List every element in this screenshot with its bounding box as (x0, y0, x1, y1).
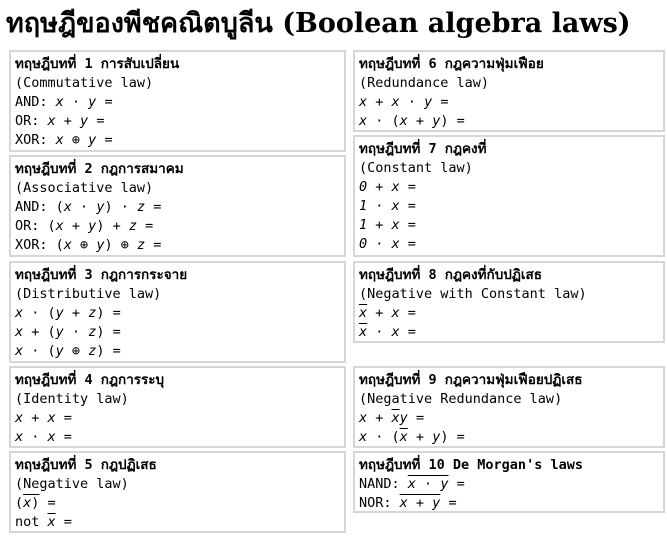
page-title: ทฤษฎีของพีชคณิตบูลีน (Boolean algebra laws) (6, 8, 631, 39)
math-symbol: = (399, 179, 416, 195)
math-symbol: + (367, 410, 392, 426)
math-symbol: ) + (96, 218, 129, 234)
law-expression (15, 112, 344, 131)
math-symbol: ( (15, 495, 24, 511)
math-variable: x (15, 324, 24, 340)
math-variable: x (391, 94, 400, 110)
math-symbol: · (63, 94, 89, 110)
math-symbol: + (367, 217, 392, 233)
law-heading: ทฤษฎีบทที่ 9 กฎความฟุ่มเฟือยปฏิเสธ (359, 372, 583, 388)
law-box-commutative (9, 50, 346, 152)
law-box-identity (9, 366, 346, 448)
law-box-negative-constant (353, 261, 665, 343)
math-variable: z (128, 218, 137, 234)
law-expression (15, 304, 344, 323)
math-symbol: ⊕ (63, 132, 89, 148)
law-expression (15, 494, 344, 513)
math-variable: x (15, 343, 24, 359)
math-variable: x (391, 324, 400, 340)
math-variable: x (63, 237, 72, 253)
law-expression (15, 198, 344, 217)
math-variable: x (47, 429, 56, 445)
math-variable: y (96, 237, 105, 253)
law-heading: ทฤษฎีบทที่ 6 กฎความฟุ่มเฟือย (359, 56, 544, 72)
law-expression (15, 342, 344, 361)
math-variable: x (391, 217, 400, 233)
math-variable: x (359, 113, 368, 129)
math-symbol: ) = (96, 305, 121, 321)
law-expression (359, 409, 663, 428)
math-symbol: + (407, 429, 433, 445)
math-symbol: = (96, 132, 113, 148)
math-variable: z (136, 199, 146, 215)
math-symbol: + (63, 218, 89, 234)
math-symbol: + (407, 113, 433, 129)
math-variable: z (88, 324, 97, 340)
math-symbol: · (367, 324, 392, 340)
math-variable: $\overline{x}$ (23, 495, 32, 511)
law-expression (15, 409, 344, 428)
math-symbol: · ( (367, 429, 400, 445)
law-heading: ทฤษฎีบทที่ 10 De Morgan's laws (359, 457, 583, 473)
math-symbol: · (415, 476, 441, 492)
math-symbol: · ( (367, 113, 400, 129)
math-symbol: = (448, 476, 465, 492)
math-variable: $\overline{x}$ (399, 429, 408, 445)
law-expression (15, 428, 344, 447)
math-variable: x (15, 305, 24, 321)
math-variable: x (55, 94, 64, 110)
math-variable: x (47, 410, 56, 426)
math-symbol: + (367, 94, 392, 110)
math-variable: z (136, 237, 146, 253)
math-variable: 1 (359, 217, 368, 233)
math-variable: z (88, 305, 97, 321)
law-expression (359, 323, 663, 342)
law-expression (359, 475, 663, 494)
math-symbol: · (71, 199, 97, 215)
law-expression (359, 178, 663, 197)
math-symbol: = (432, 94, 449, 110)
math-symbol: = (145, 199, 162, 215)
math-variable: x (399, 113, 408, 129)
math-symbol: · (399, 94, 425, 110)
math-variable: y (88, 132, 97, 148)
law-expression (359, 304, 663, 323)
math-symbol: + (407, 495, 433, 511)
math-symbol: = (39, 495, 56, 511)
law-box-distributive (9, 261, 346, 363)
math-variable: y (88, 218, 97, 234)
law-subtitle: (Identity law) (15, 391, 129, 407)
math-symbol: ) = (96, 343, 121, 359)
math-symbol: = (55, 429, 72, 445)
math-variable: 0 (359, 179, 368, 195)
math-symbol: ⊕ (71, 237, 97, 253)
math-symbol: = (145, 237, 162, 253)
math-symbol: ) = (440, 429, 465, 445)
math-variable: x (359, 94, 368, 110)
math-symbol: ) · (104, 199, 137, 215)
law-heading: ทฤษฎีบทที่ 8 กฎคงที่กับปฏิเสธ (359, 267, 543, 283)
math-symbol: NAND: (359, 476, 408, 492)
law-box-constant (353, 135, 665, 257)
law-box-associative (9, 155, 346, 257)
law-heading: ทฤษฎีบทที่ 1 การสับเปลี่ยน (15, 56, 180, 72)
law-expression (359, 216, 663, 235)
law-expression (15, 131, 344, 150)
law-expression (15, 217, 344, 236)
law-box-negative (9, 451, 346, 533)
math-variable: z (88, 343, 97, 359)
math-symbol: = (55, 410, 72, 426)
math-symbol: ) ⊕ (104, 237, 137, 253)
law-box-negative-redundance (353, 366, 665, 448)
math-symbol: + (23, 410, 48, 426)
math-symbol: = (399, 305, 416, 321)
math-variable: y (55, 324, 64, 340)
math-variable: $\overline{y}$ (432, 495, 441, 511)
math-symbol: + (367, 179, 392, 195)
math-symbol: · ( (23, 343, 56, 359)
law-expression (15, 513, 344, 532)
law-heading: ทฤษฎีบทที่ 2 กฎการสมาคม (15, 161, 184, 177)
math-symbol: · (63, 324, 89, 340)
math-symbol: AND: (15, 94, 56, 110)
math-variable: $\overline{x}$ (399, 495, 408, 511)
math-variable: x (55, 132, 64, 148)
math-symbol: = (96, 94, 113, 110)
math-variable: $\overline{x}$ (407, 476, 416, 492)
law-subtitle: (Redundance law) (359, 75, 490, 91)
math-symbol: not (15, 514, 48, 530)
math-variable: x (15, 410, 24, 426)
math-symbol: ) = (440, 113, 465, 129)
math-symbol: = (407, 410, 425, 426)
law-subtitle: (Negative law) (15, 476, 129, 492)
math-symbol: · (367, 198, 392, 214)
math-variable: x (359, 429, 368, 445)
law-heading: ทฤษฎีบทที่ 3 กฎการกระจาย (15, 267, 188, 283)
math-symbol: + (55, 113, 81, 129)
math-symbol: OR: (15, 113, 48, 129)
math-symbol: · (23, 429, 48, 445)
law-expression (15, 236, 344, 255)
math-symbol: OR: ( (15, 218, 56, 234)
math-variable: $\overline{x}$ (391, 410, 400, 426)
math-variable: $\overline{x}$ (359, 305, 368, 321)
law-expression (15, 93, 344, 112)
math-symbol: · (367, 236, 392, 252)
law-heading: ทฤษฎีบทที่ 7 กฎคงที่ (359, 141, 487, 157)
law-subtitle: (Negative Redundance law) (359, 391, 563, 407)
math-variable: y (399, 410, 408, 426)
math-symbol: = (440, 495, 457, 511)
math-symbol: = (399, 217, 416, 233)
law-box-de-morgan (353, 451, 665, 513)
law-expression (359, 93, 663, 112)
math-variable: y (432, 429, 441, 445)
law-heading: ทฤษฎีบทที่ 5 กฎปฏิเสธ (15, 457, 157, 473)
law-expression (359, 494, 663, 513)
math-variable: 0 (359, 236, 368, 252)
math-variable: x (391, 179, 400, 195)
law-subtitle: (Negative with Constant law) (359, 286, 587, 302)
math-symbol: = (399, 198, 416, 214)
math-symbol: XOR: (15, 132, 56, 148)
math-variable: y (424, 94, 433, 110)
math-variable: y (96, 199, 105, 215)
math-symbol: AND: ( (15, 199, 64, 215)
math-symbol: = (136, 218, 154, 234)
math-variable: y (432, 113, 441, 129)
math-symbol: = (399, 324, 416, 340)
math-variable: $\overline{x}$ (359, 324, 368, 340)
math-symbol: = (55, 514, 72, 530)
math-symbol: + ( (23, 324, 56, 340)
math-symbol: = (399, 236, 416, 252)
law-expression (359, 428, 663, 447)
law-box-redundance (353, 50, 665, 132)
math-symbol: + (367, 305, 392, 321)
law-expression (359, 112, 663, 131)
law-heading: ทฤษฎีบทที่ 4 กฎการระบุ (15, 372, 165, 388)
math-variable: y (55, 305, 64, 321)
law-expression (359, 197, 663, 216)
math-variable: x (391, 198, 400, 214)
math-variable: 1 (359, 198, 368, 214)
math-symbol: ) = (96, 324, 121, 340)
math-symbol: + (63, 305, 89, 321)
math-variable: x (55, 218, 64, 234)
math-variable: $\overline{x}$ (47, 514, 56, 530)
math-symbol: XOR: ( (15, 237, 64, 253)
math-variable: y (55, 343, 64, 359)
math-symbol: NOR: (359, 495, 400, 511)
math-symbol: · ( (23, 305, 56, 321)
math-variable: x (391, 236, 400, 252)
math-symbol: = (88, 113, 105, 129)
math-variable: y (80, 113, 89, 129)
law-expression (15, 323, 344, 342)
math-variable: $\overline{y}$ (440, 476, 449, 492)
math-variable: x (63, 199, 72, 215)
math-variable: x (15, 429, 24, 445)
law-subtitle: (Associative law) (15, 180, 154, 196)
math-variable: x (391, 305, 400, 321)
law-subtitle: (Distributive law) (15, 286, 162, 302)
math-variable: y (88, 94, 97, 110)
law-subtitle: (Commutative law) (15, 75, 154, 91)
math-symbol: ) (31, 495, 40, 511)
math-variable: x (47, 113, 56, 129)
law-expression (359, 235, 663, 254)
law-subtitle: (Constant law) (359, 160, 473, 176)
math-variable: x (359, 410, 368, 426)
math-symbol: ⊕ (63, 343, 89, 359)
